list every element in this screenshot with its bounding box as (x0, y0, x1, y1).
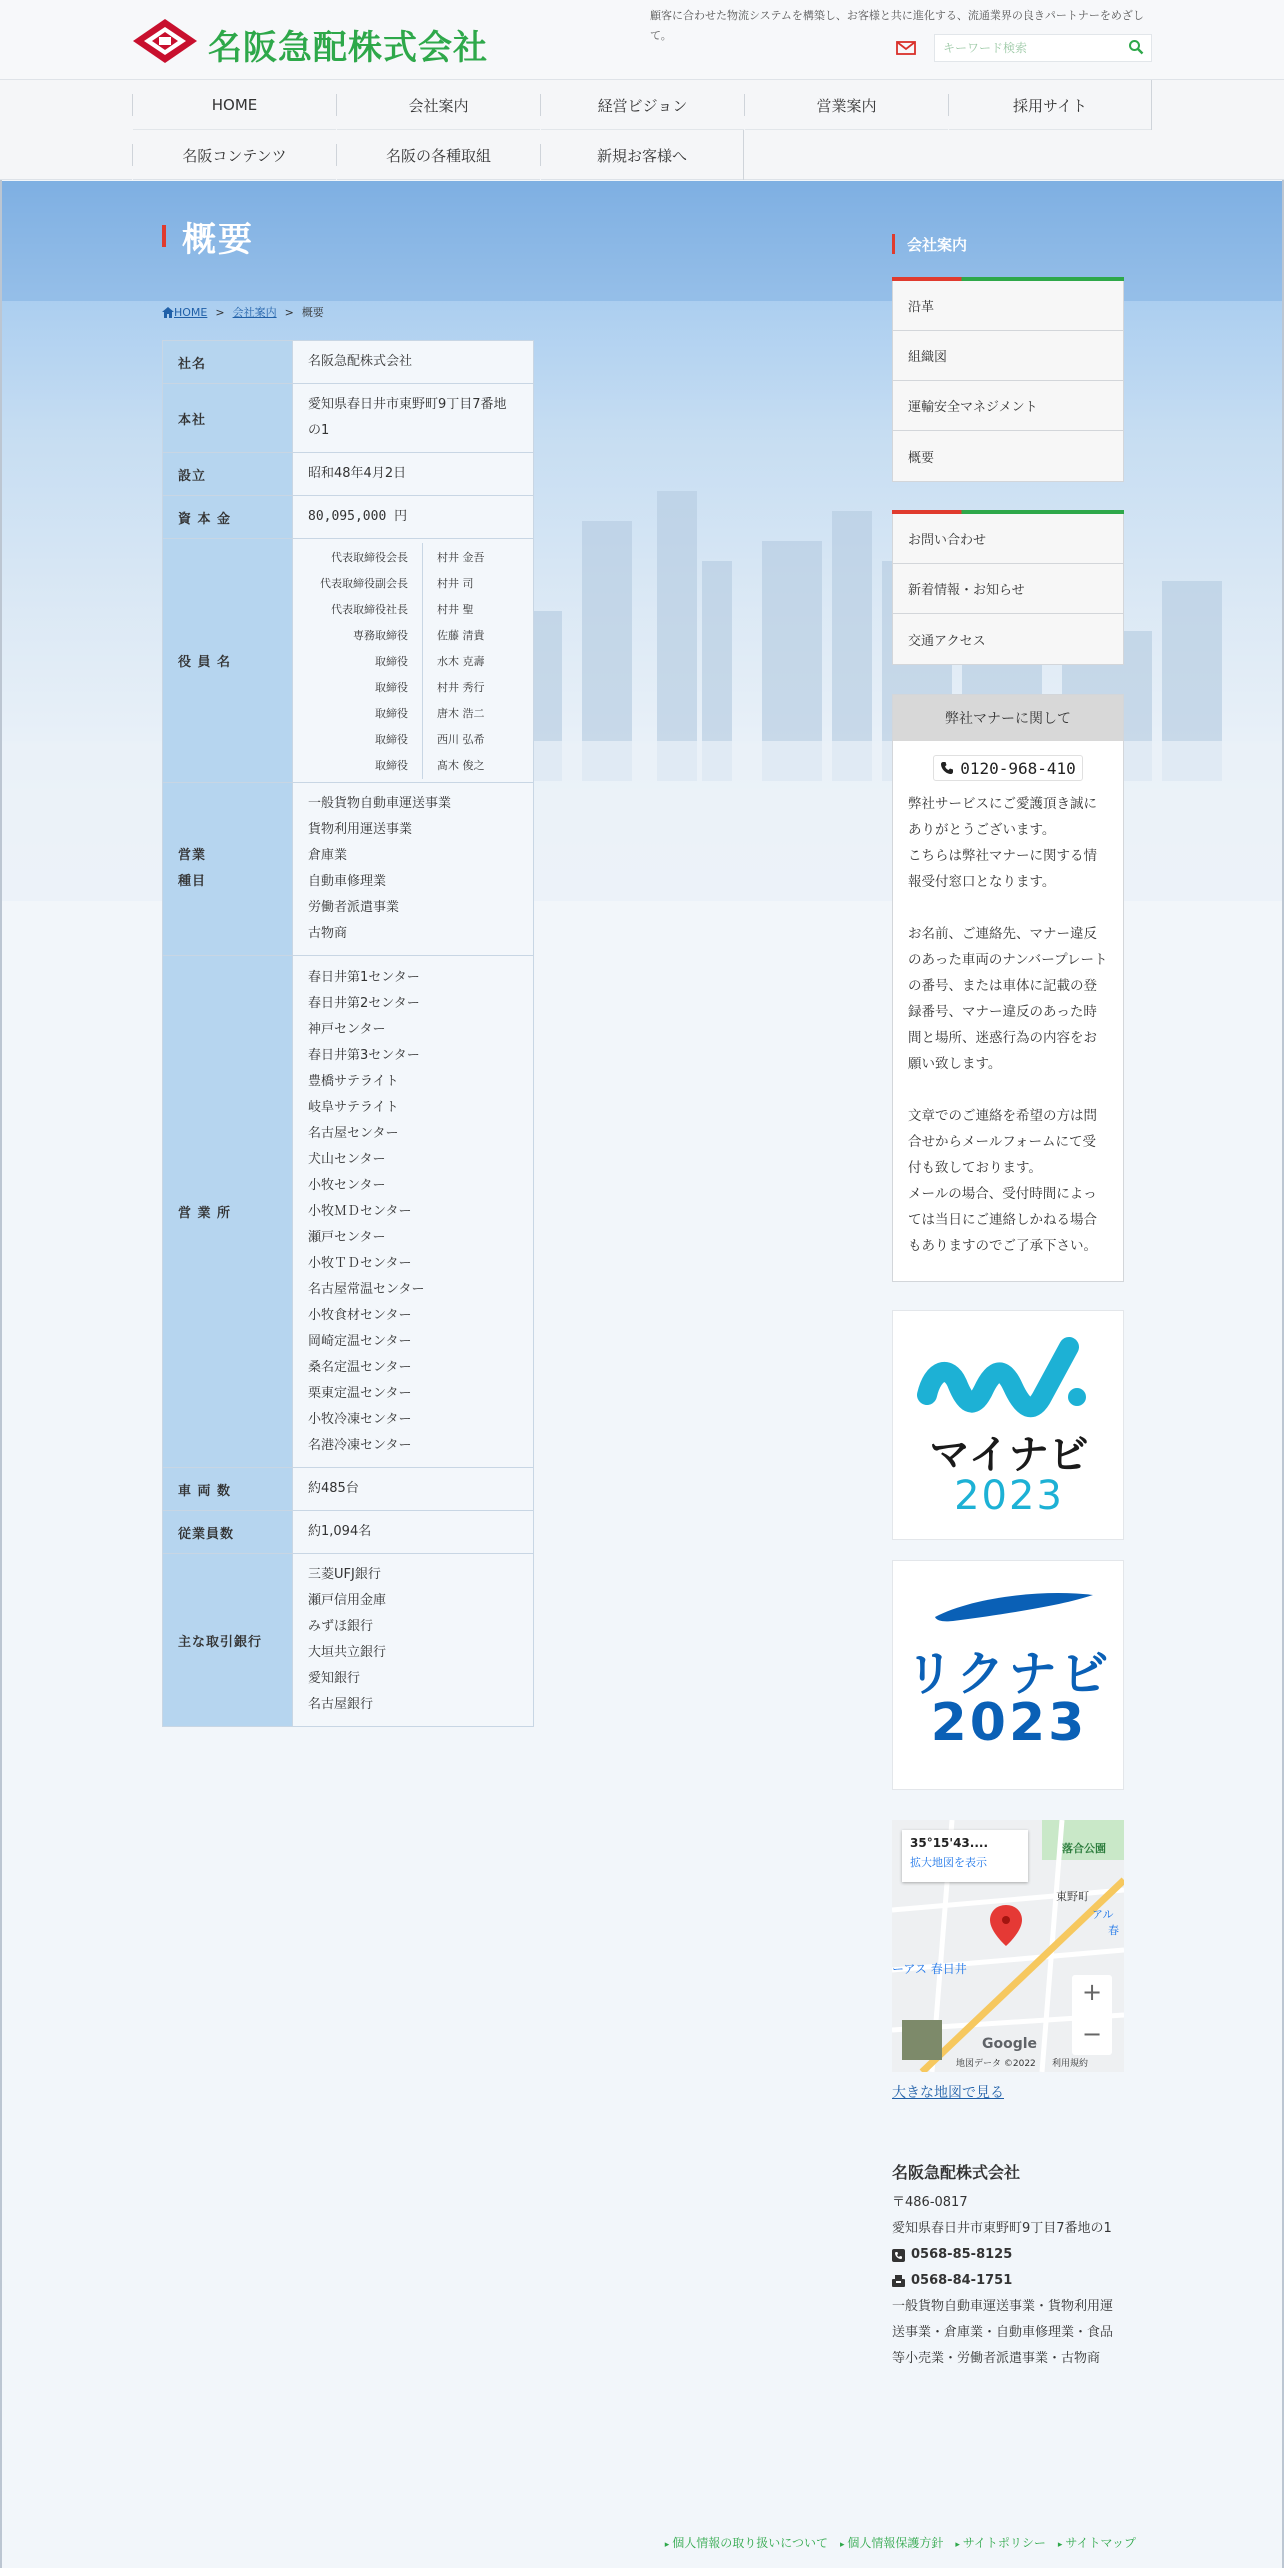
office-item: 小牧センター (308, 1177, 386, 1193)
office-item: 春日井第1センター (308, 969, 420, 985)
office-item: 岐阜サテライト (308, 1099, 399, 1115)
map-label: 春 (1108, 1924, 1119, 1937)
row-value (293, 1554, 534, 1727)
larger-map-link[interactable]: 大きな地図で見る (892, 2085, 1004, 2101)
officer-name: 村井 聖 (437, 602, 474, 616)
row-value (293, 783, 534, 956)
office-item: 小牧ＭＤセンター (308, 1203, 412, 1219)
page-title (162, 212, 254, 260)
mynavi-text: マイナビ (929, 1432, 1089, 1478)
row-label: 設立 (163, 453, 293, 496)
officer-role: 代表取締役会長 (293, 543, 423, 571)
footer-link-site-policy[interactable]: ▸ サイトポリシー (955, 2534, 1046, 2551)
nav-home[interactable]: HOME (132, 80, 336, 130)
row-label: 役 員 名 (163, 539, 293, 783)
title-accent-bar (162, 225, 166, 247)
officer-name: 唐木 浩二 (437, 706, 485, 720)
footer-link-privacy-handling[interactable]: ▸ 個人情報の取り扱いについて (665, 2534, 828, 2551)
officer-role: 取締役 (293, 753, 423, 779)
logo-text: 名阪急配株式会社 (208, 28, 488, 68)
officer-name: 村井 金吾 (437, 550, 485, 564)
business-item: 一般貨物自動車運送事業 (308, 796, 452, 811)
row-label: 営 業 所 (163, 956, 293, 1468)
table-row (163, 1511, 534, 1554)
company-fax: 0568-84-1751 (911, 2273, 1013, 2288)
breadcrumb (162, 304, 324, 320)
map-coordinates: 35°15'43.... (910, 1836, 989, 1850)
row-label: 社名 (163, 341, 293, 384)
nav-contents[interactable]: 名阪コンテンツ (132, 130, 336, 180)
svg-text:−: − (1081, 2020, 1103, 2048)
sidebar-heading (892, 232, 967, 256)
svg-text:+: + (1081, 1978, 1103, 2006)
office-item: 小牧ＴＤセンター (308, 1255, 412, 1271)
office-item: 豊橋サテライト (308, 1073, 399, 1089)
nav-row-secondary (132, 130, 744, 180)
sidebar-menu-info (892, 513, 1124, 665)
office-item: 小牧冷凍センター (308, 1411, 412, 1427)
map-label: 利用規約 (1052, 2059, 1089, 2069)
office-item: 小牧食材センター (308, 1307, 412, 1323)
bank-item: みずほ銀行 (308, 1619, 374, 1634)
search-input[interactable] (935, 35, 1115, 61)
map-enlarge-link[interactable]: 拡大地図を表示 (910, 1856, 987, 1869)
google-map[interactable] (892, 1820, 1124, 2072)
office-item: 春日井第3センター (308, 1047, 420, 1063)
office-item: 犬山センター (308, 1151, 386, 1167)
table-row (163, 1468, 534, 1511)
home-icon (162, 307, 174, 318)
officer-name: 村井 司 (437, 576, 474, 590)
page-title-text: 概要 (182, 219, 254, 260)
business-item: 古物商 (308, 926, 348, 941)
manner-title: 弊社マナーに関して (893, 695, 1123, 741)
row-label: 主な取引銀行 (163, 1554, 293, 1727)
company-tel-row (892, 2242, 1124, 2268)
office-item: 春日井第2センター (308, 995, 420, 1011)
heading-accent-bar (892, 234, 895, 254)
footer-link-sitemap[interactable]: ▸ サイトマップ (1058, 2534, 1136, 2551)
table-row (163, 341, 534, 384)
table-row (163, 1554, 534, 1727)
nav-recruit[interactable]: 採用サイト (948, 80, 1152, 130)
mynavi-banner[interactable] (892, 1310, 1124, 1540)
map-label: アル (1092, 1908, 1114, 1921)
map-label: Google (982, 2036, 1038, 2052)
sidebar-heading-text: 会社案内 (907, 235, 968, 254)
row-label: 車 両 数 (163, 1468, 293, 1511)
business-item: 自動車修理業 (308, 874, 387, 889)
row-value: 愛知県春日井市東野町9丁目7番地の1 (293, 384, 534, 453)
nav-company[interactable]: 会社案内 (336, 80, 540, 130)
officer-role: 代表取締役副会長 (293, 571, 423, 597)
officer-name: 村井 秀行 (437, 680, 485, 694)
nav-new-customers[interactable]: 新規お客様へ (540, 130, 744, 180)
row-value: 約485台 (293, 1468, 534, 1511)
map-label: 東野町 (1056, 1890, 1089, 1903)
fax-icon (892, 2275, 905, 2288)
table-row (163, 384, 534, 453)
manner-phone-number: 0120-968-410 (960, 758, 1076, 778)
sidebar-item-overview[interactable]: 概要 (908, 450, 935, 466)
logo-mark-icon (132, 18, 198, 64)
rikunabi-year: 2023 (930, 1693, 1088, 1753)
bank-item: 三菱UFJ銀行 (308, 1567, 381, 1582)
map-label: 落合公園 (1062, 1842, 1106, 1855)
row-label-line: 営業 (178, 848, 207, 863)
sidebar-item-access[interactable]: 交通アクセス (908, 633, 986, 649)
site-logo[interactable] (132, 18, 532, 66)
search-button[interactable] (1125, 38, 1147, 58)
office-item: 岡崎定温センター (308, 1333, 412, 1349)
sidebar-item-safety[interactable]: 運輸安全マネジメント (893, 381, 1123, 431)
row-value: 80,095,000 円 (293, 496, 534, 539)
site-header (0, 0, 1284, 80)
header-tagline: 顧客に合わせた物流システムを構築し、お客様と共に進化する、流通業界の良きパートナーをめざして。 (650, 9, 1144, 42)
officer-role: 取締役 (293, 701, 423, 727)
bank-item: 名古屋銀行 (308, 1697, 374, 1712)
bank-item: 愛知銀行 (308, 1671, 361, 1686)
sidebar-item-news[interactable]: 新着情報・お知らせ (893, 564, 1123, 614)
office-item: 瀬戸センター (308, 1229, 386, 1245)
row-value: 名阪急配株式会社 (293, 341, 534, 384)
officer-role: 取締役 (293, 727, 423, 753)
officer-name: 佐藤 清貴 (437, 628, 485, 642)
row-value: 昭和48年4月2日 (293, 453, 534, 496)
rikunabi-banner[interactable] (892, 1560, 1124, 1790)
company-info (892, 2160, 1124, 2372)
officer-name: 西川 弘希 (437, 732, 485, 746)
row-label (163, 783, 293, 956)
officer-list (293, 543, 533, 779)
table-row (163, 956, 534, 1468)
table-row (163, 453, 534, 496)
rikunabi-swoosh-icon (893, 1581, 1125, 1641)
office-item: 名古屋センター (308, 1125, 399, 1141)
sidebar-item-org-chart[interactable]: 組織図 (893, 331, 1123, 381)
row-label: 資 本 金 (163, 496, 293, 539)
footer-links (665, 2534, 1136, 2551)
office-item: 名港冷凍センター (308, 1437, 412, 1453)
officer-role: 取締役 (293, 675, 423, 701)
map-info-card (902, 1830, 1028, 1882)
company-address: 愛知県春日井市東野町9丁目7番地の1 (892, 2221, 1112, 2236)
phone-icon (892, 2249, 905, 2262)
breadcrumb-separator: > (215, 305, 225, 319)
map-label: ーアス 春日井 (892, 1962, 967, 1976)
officer-role: 専務取締役 (293, 623, 423, 649)
company-business: 一般貨物自動車運送事業・貨物利用運送事業・倉庫業・自動車修理業・食品等小売業・労働者派遣事業・古物商 (892, 2299, 1114, 2366)
office-item: 神戸センター (308, 1021, 386, 1037)
row-value: 約1,094名 (293, 1511, 534, 1554)
mail-icon[interactable] (896, 40, 916, 56)
bank-item: 大垣共立銀行 (308, 1645, 387, 1660)
breadcrumb-company[interactable]: 会社案内 (232, 306, 277, 319)
manner-body: 弊社サービスにご愛護頂き誠にありがとうございます。 こちらは弊社マナーに関する情報受付窓口となります。 お名前、ご連絡先、マナー違反のあった車両のナンバープレートの番号、または車体に記載の登録番号、マナー違反のあった時間と場所、迷惑行為の内容をお願い致します。 文章でのご連絡を希望の方は問合せからメールフォームにて受付も致しております。 メールの場合、受付時間によっては当日にご連絡しかねる場合もありますのでご了承下さい。 (908, 796, 1108, 1254)
company-overview-table (162, 340, 534, 1727)
business-item: 貨物利用運送事業 (308, 822, 413, 837)
breadcrumb-separator: > (284, 305, 294, 319)
table-row (163, 783, 534, 956)
phone-icon (940, 761, 954, 775)
global-nav (0, 80, 1284, 180)
sidebar-menu-company (892, 280, 1124, 482)
nav-initiatives[interactable]: 名阪の各種取組 (336, 130, 540, 180)
manner-phone[interactable] (933, 755, 1083, 781)
officer-name: 水木 克壽 (437, 654, 485, 668)
officer-role: 取締役 (293, 649, 423, 675)
business-item: 労働者派遣事業 (308, 900, 400, 915)
mynavi-year: 2023 (954, 1473, 1064, 1519)
officer-name: 髙木 俊之 (437, 758, 485, 772)
business-item: 倉庫業 (308, 848, 348, 863)
company-fax-row (892, 2268, 1124, 2294)
rikunabi-text: リクナビ (905, 1646, 1113, 1702)
sidebar-item-contact[interactable]: お問い合わせ (893, 514, 1123, 564)
search-icon (1128, 39, 1144, 55)
map-label: 地図データ ©2022 (956, 2059, 1036, 2069)
company-tel[interactable]: 0568-85-8125 (911, 2247, 1013, 2262)
row-value (293, 956, 534, 1468)
table-row (163, 496, 534, 539)
officer-role: 代表取締役社長 (293, 597, 423, 623)
table-row (163, 539, 534, 783)
row-label: 本社 (163, 384, 293, 453)
sidebar-item-history[interactable]: 沿革 (893, 281, 1123, 331)
office-item: 名古屋常温センター (308, 1281, 425, 1297)
company-postal: 〒486-0817 (892, 2195, 968, 2210)
row-label: 従業員数 (163, 1511, 293, 1554)
nav-row-primary (132, 80, 1152, 130)
office-item: 栗東定温センター (308, 1385, 412, 1401)
search-box (934, 34, 1152, 62)
breadcrumb-current: 概要 (301, 306, 324, 319)
office-item: 桑名定温センター (308, 1359, 412, 1375)
footer-link-privacy-policy[interactable]: ▸ 個人情報保護方針 (840, 2534, 943, 2551)
breadcrumb-home[interactable]: HOME (174, 305, 208, 319)
manner-box (892, 694, 1124, 1282)
company-name: 名阪急配株式会社 (892, 2163, 1021, 2182)
nav-vision[interactable]: 経営ビジョン (540, 80, 744, 130)
bank-item: 瀬戸信用金庫 (308, 1593, 387, 1608)
nav-business[interactable]: 営業案内 (744, 80, 948, 130)
row-label-line: 種目 (178, 874, 207, 889)
row-value (293, 539, 534, 783)
